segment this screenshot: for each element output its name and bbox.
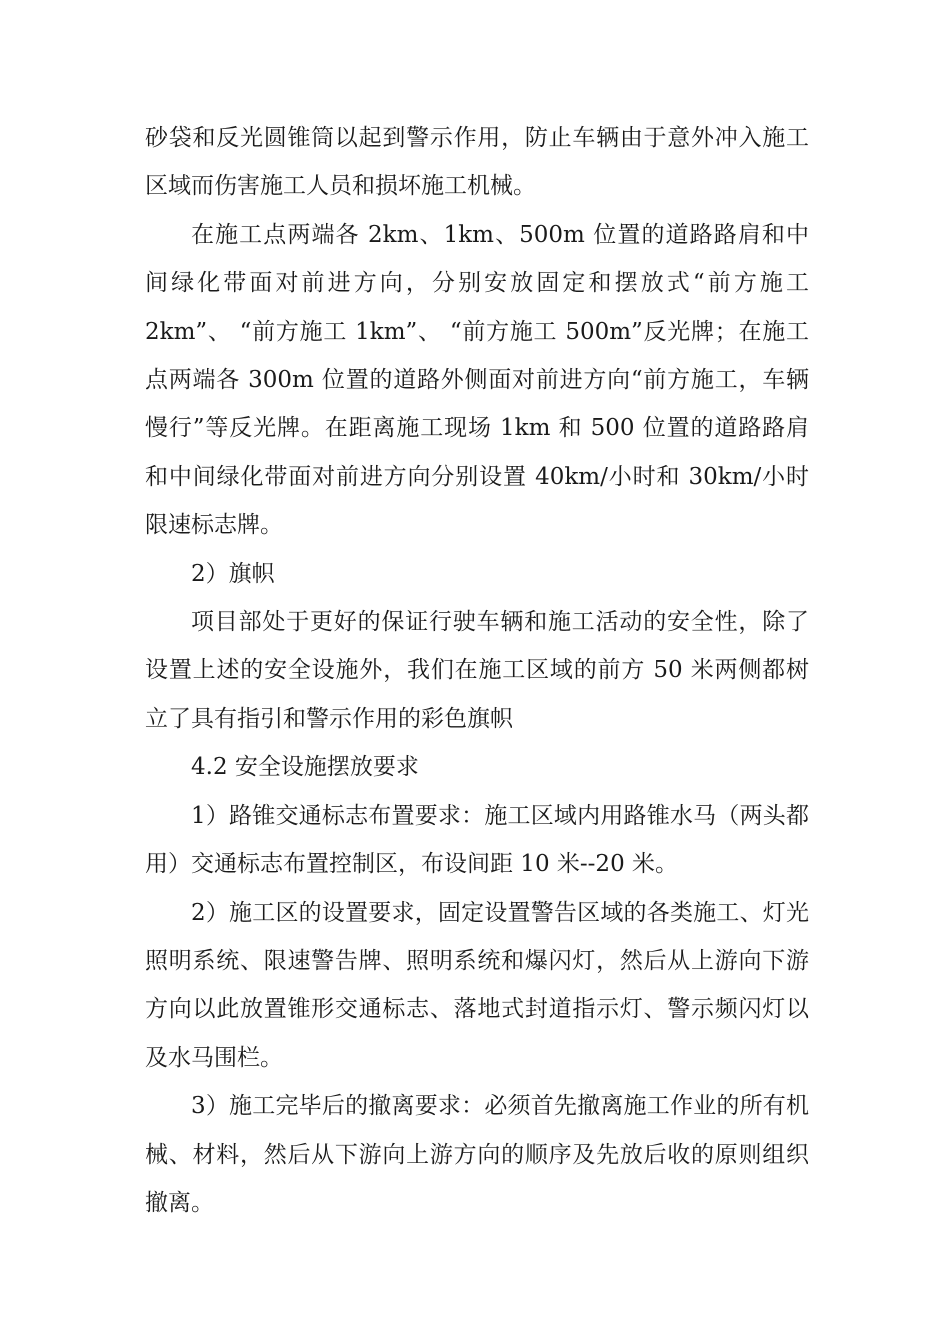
paragraph-reflective-signs: 在施工点两端各 2km、1km、500m 位置的道路路肩和中间绿化带面对前进方向，分别安放固定和摆放式“前方施工 2km”、 “前方施工 1km”、 “前方施工 500m”反光牌；在施工点两端各 300m 位置的道路外侧面对前进方向“前方施工，车辆慢行”等反光牌。在距离施工现场 1km 和 500 位置的道路路肩和中间绿化带面对前进方向分别设置 40km/小时和 30km/小时限速标志牌。 [145,221,809,539]
paragraph-flags: 项目部处于更好的保证行驶车辆和施工活动的安全性，除了设置上述的安全设施外，我们在施工区域的前方 50 米两侧都树立了具有指引和警示作用的彩色旗帜 [145,609,809,732]
paragraph-cone-requirements: 1）路锥交通标志布置要求：施工区域内用路锥水马（两头都用）交通标志布置控制区，布设间距 10 米--20 米。 [145,802,809,878]
section-heading-4-2: 4.2 安全设施摆放要求 [191,754,419,781]
paragraph-work-zone-setup: 2）施工区的设置要求，固定设置警告区域的各类施工、灯光照明系统、限速警告牌、照明系统和爆闪灯，然后从上游向下游方向以此放置锥形交通标志、落地式封道指示灯、警示频闪灯以及水马围栏。 [145,899,809,1071]
heading-flags: 2）旗帜 [191,560,275,587]
document-body [145,114,809,1227]
paragraph-removal-requirements: 3）施工完毕后的撤离要求：必须首先撤离施工作业的所有机械、材料，然后从下游向上游方向的顺序及先放后收的原则组织撤离。 [145,1093,809,1216]
paragraph-warning-devices: 砂袋和反光圆锥筒以起到警示作用，防止车辆由于意外冲入施工区域而伤害施工人员和损坏施工机械。 [145,125,809,200]
